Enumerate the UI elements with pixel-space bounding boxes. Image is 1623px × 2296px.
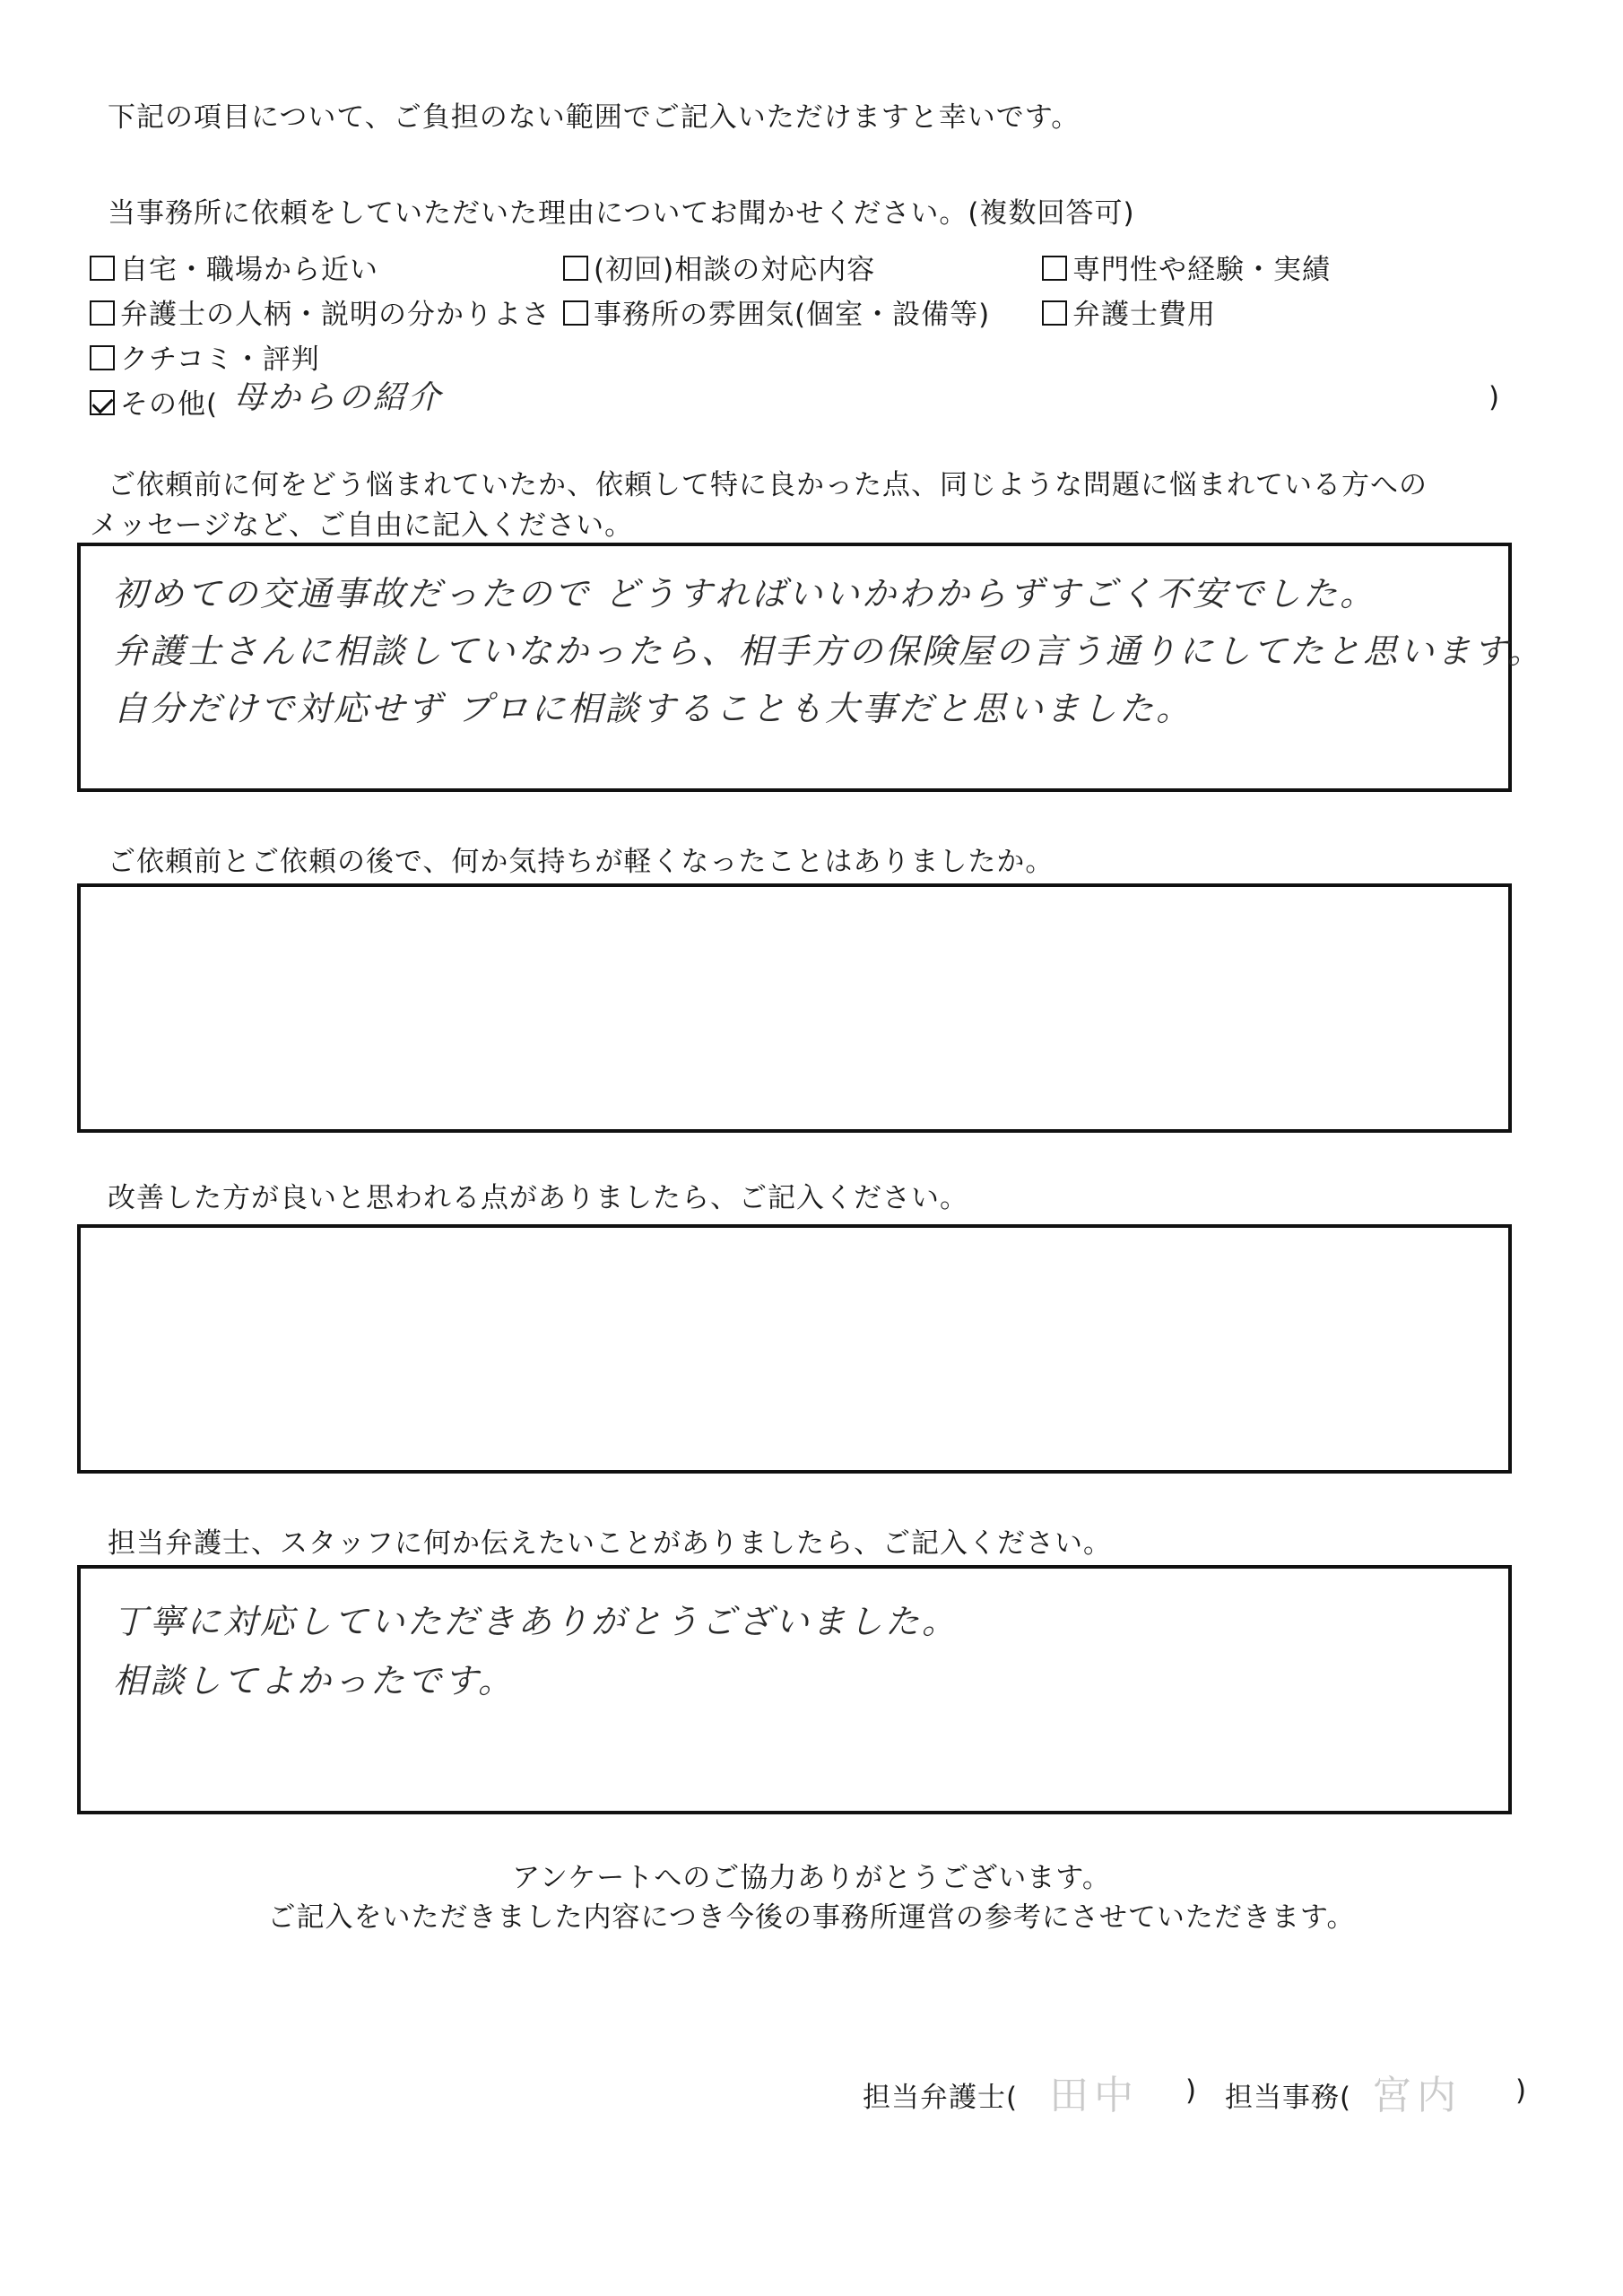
- option-label: 弁護士の人柄・説明の分かりよさ: [120, 299, 551, 331]
- option-personality[interactable]: [90, 291, 551, 332]
- option-label: (初回)相談の対応内容: [594, 254, 876, 286]
- option-label: クチコミ・評判: [120, 344, 320, 376]
- option-other-label: その他(: [120, 388, 219, 421]
- checkbox-icon[interactable]: [90, 256, 115, 281]
- footer-staff-stamp: 宮内: [1372, 2073, 1462, 2118]
- q3-prompt: 改善した方が良いと思われる点がありましたら、ご記入ください。: [108, 1182, 968, 1214]
- option-reviews[interactable]: [90, 336, 320, 377]
- option-atmosphere[interactable]: [563, 291, 990, 332]
- q2-answer-box[interactable]: [77, 883, 1512, 1133]
- q1-answer-line1: 初めての交通事故だったので どうすればいいかわからずすごく不安でした。: [113, 574, 1377, 613]
- footer-lawyer-label: 担当弁護士(: [863, 2082, 1019, 2114]
- checkbox-icon[interactable]: [1042, 256, 1067, 281]
- q2-prompt: ご依頼前とご依頼の後で、何か気持ちが軽くなったことはありましたか。: [108, 846, 1055, 878]
- closing-line2: ご記入をいただきました内容につき今後の事務所運営の参考にさせていただきます。: [267, 1901, 1356, 1934]
- q4-answer-line2: 相談してよかったです。: [113, 1661, 515, 1700]
- q4-answer-box[interactable]: [77, 1565, 1512, 1814]
- option-label: 事務所の雰囲気(個室・設備等): [594, 299, 991, 331]
- checked-checkbox-icon[interactable]: [90, 390, 115, 415]
- q1-answer-box[interactable]: [77, 543, 1544, 792]
- q4-prompt: 担当弁護士、スタッフに何か伝えたいことがありましたら、ご記入ください。: [108, 1527, 1112, 1560]
- option-label: 専門性や経験・実績: [1072, 254, 1331, 286]
- option-other[interactable]: [90, 381, 218, 422]
- q3-answer-box[interactable]: [77, 1224, 1512, 1474]
- closing-line1: アンケートへのご協力ありがとうございます。: [512, 1862, 1111, 1894]
- reasons-question: 当事務所に依頼をしていただいた理由についてお聞かせください。(複数回答可): [108, 197, 1135, 230]
- q1-prompt-line2: メッセージなど、ご自由に記入ください。: [90, 509, 634, 542]
- checkbox-icon[interactable]: [563, 256, 588, 281]
- footer-lawyer-close: ): [1185, 2074, 1198, 2107]
- checkbox-icon[interactable]: [563, 300, 588, 326]
- footer-lawyer-stamp: 田中: [1049, 2073, 1139, 2118]
- intro-text: 下記の項目について、ご負担のない範囲でご記入いただけますと幸いです。: [108, 101, 1081, 134]
- q1-prompt-line1: ご依頼前に何をどう悩まれていたか、依頼して特に良かった点、同じような問題に悩まれている方への: [108, 469, 1428, 501]
- option-label: 自宅・職場から近い: [120, 254, 378, 286]
- option-fees[interactable]: [1042, 291, 1216, 332]
- option-near-home[interactable]: [90, 247, 378, 287]
- q4-answer-line1: 丁寧に対応していただきありがとうございました。: [113, 1602, 959, 1641]
- q1-answer-line3: 自分だけで対応せず プロに相談することも大事だと思いました。: [113, 689, 1193, 728]
- option-consultation[interactable]: [563, 247, 875, 287]
- footer-staff-label: 担当事務(: [1225, 2082, 1352, 2114]
- q1-answer-line2: 弁護士さんに相談していなかったら、相手方の保険屋の言う通りにしてたと思います。: [113, 631, 1544, 671]
- checkbox-icon[interactable]: [90, 300, 115, 326]
- option-label: 弁護士費用: [1072, 299, 1216, 331]
- checkbox-icon[interactable]: [90, 345, 115, 370]
- option-expertise[interactable]: [1042, 247, 1331, 287]
- option-other-close: ): [1488, 381, 1501, 413]
- option-other-value: 母からの紹介: [233, 379, 444, 416]
- checkbox-icon[interactable]: [1042, 300, 1067, 326]
- footer-staff-close: ): [1515, 2074, 1528, 2107]
